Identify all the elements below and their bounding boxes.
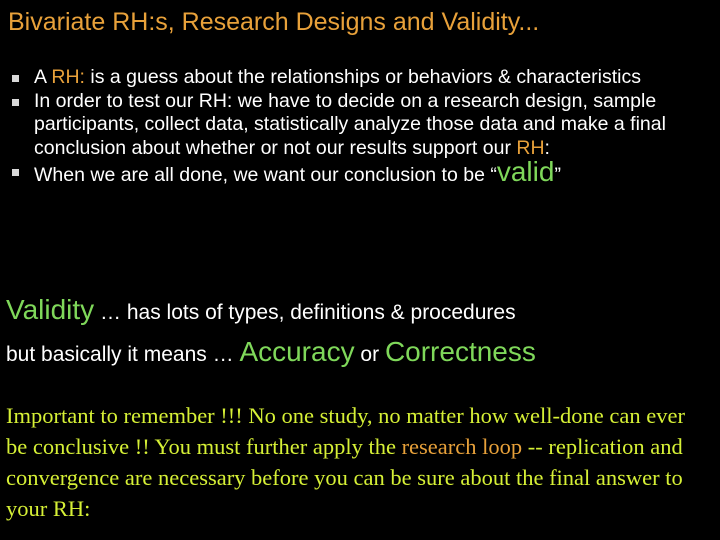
bullet-text: : [544, 136, 550, 159]
square-bullet-icon [12, 169, 19, 176]
bullet-text: is a guess about the relationships or behaviors & characteristics [84, 66, 641, 88]
bullet-item [12, 90, 712, 161]
rh-term: RH: [51, 66, 85, 88]
bullet-text: When we are all done, we want our conclusion to be “ [34, 164, 497, 186]
square-bullet-icon [12, 99, 19, 106]
valid-term: valid [496, 156, 555, 187]
bullet-list [12, 66, 712, 188]
square-bullet-icon [12, 75, 19, 82]
bullet-text: A [34, 66, 52, 88]
slide-title: Bivariate RH:s, Research Designs and Validity... [8, 8, 540, 36]
rh-term: RH [516, 136, 545, 159]
validity-term: Validity [6, 294, 95, 325]
correctness-term: Correctness [384, 336, 536, 367]
research-loop-term: research loop [401, 434, 523, 459]
bullet-text: In order to test our RH: we have to decide on a research design, sample participants, collect data, statistically analyze those data and make a final conclusion about whether or not our results support our [34, 89, 666, 159]
validity-description: … has lots of types, definitions & procedures [94, 301, 516, 324]
accuracy-term: Accuracy [239, 336, 355, 367]
accuracy-line [6, 336, 536, 368]
bullet-item [12, 156, 712, 188]
important-tail: -- replication and convergence are necessary before you can be sure about the final answer to your RH: [6, 434, 683, 521]
accuracy-lead: but basically it means … [6, 343, 240, 366]
accuracy-or: or [354, 343, 385, 366]
important-note [6, 400, 706, 524]
bullet-item [12, 66, 712, 90]
validity-line [6, 294, 516, 326]
important-lead: Important to remember !!! No one study, no matter how well-done can ever be conclusive !! You must further apply the [6, 403, 685, 459]
bullet-text: ” [554, 164, 561, 186]
